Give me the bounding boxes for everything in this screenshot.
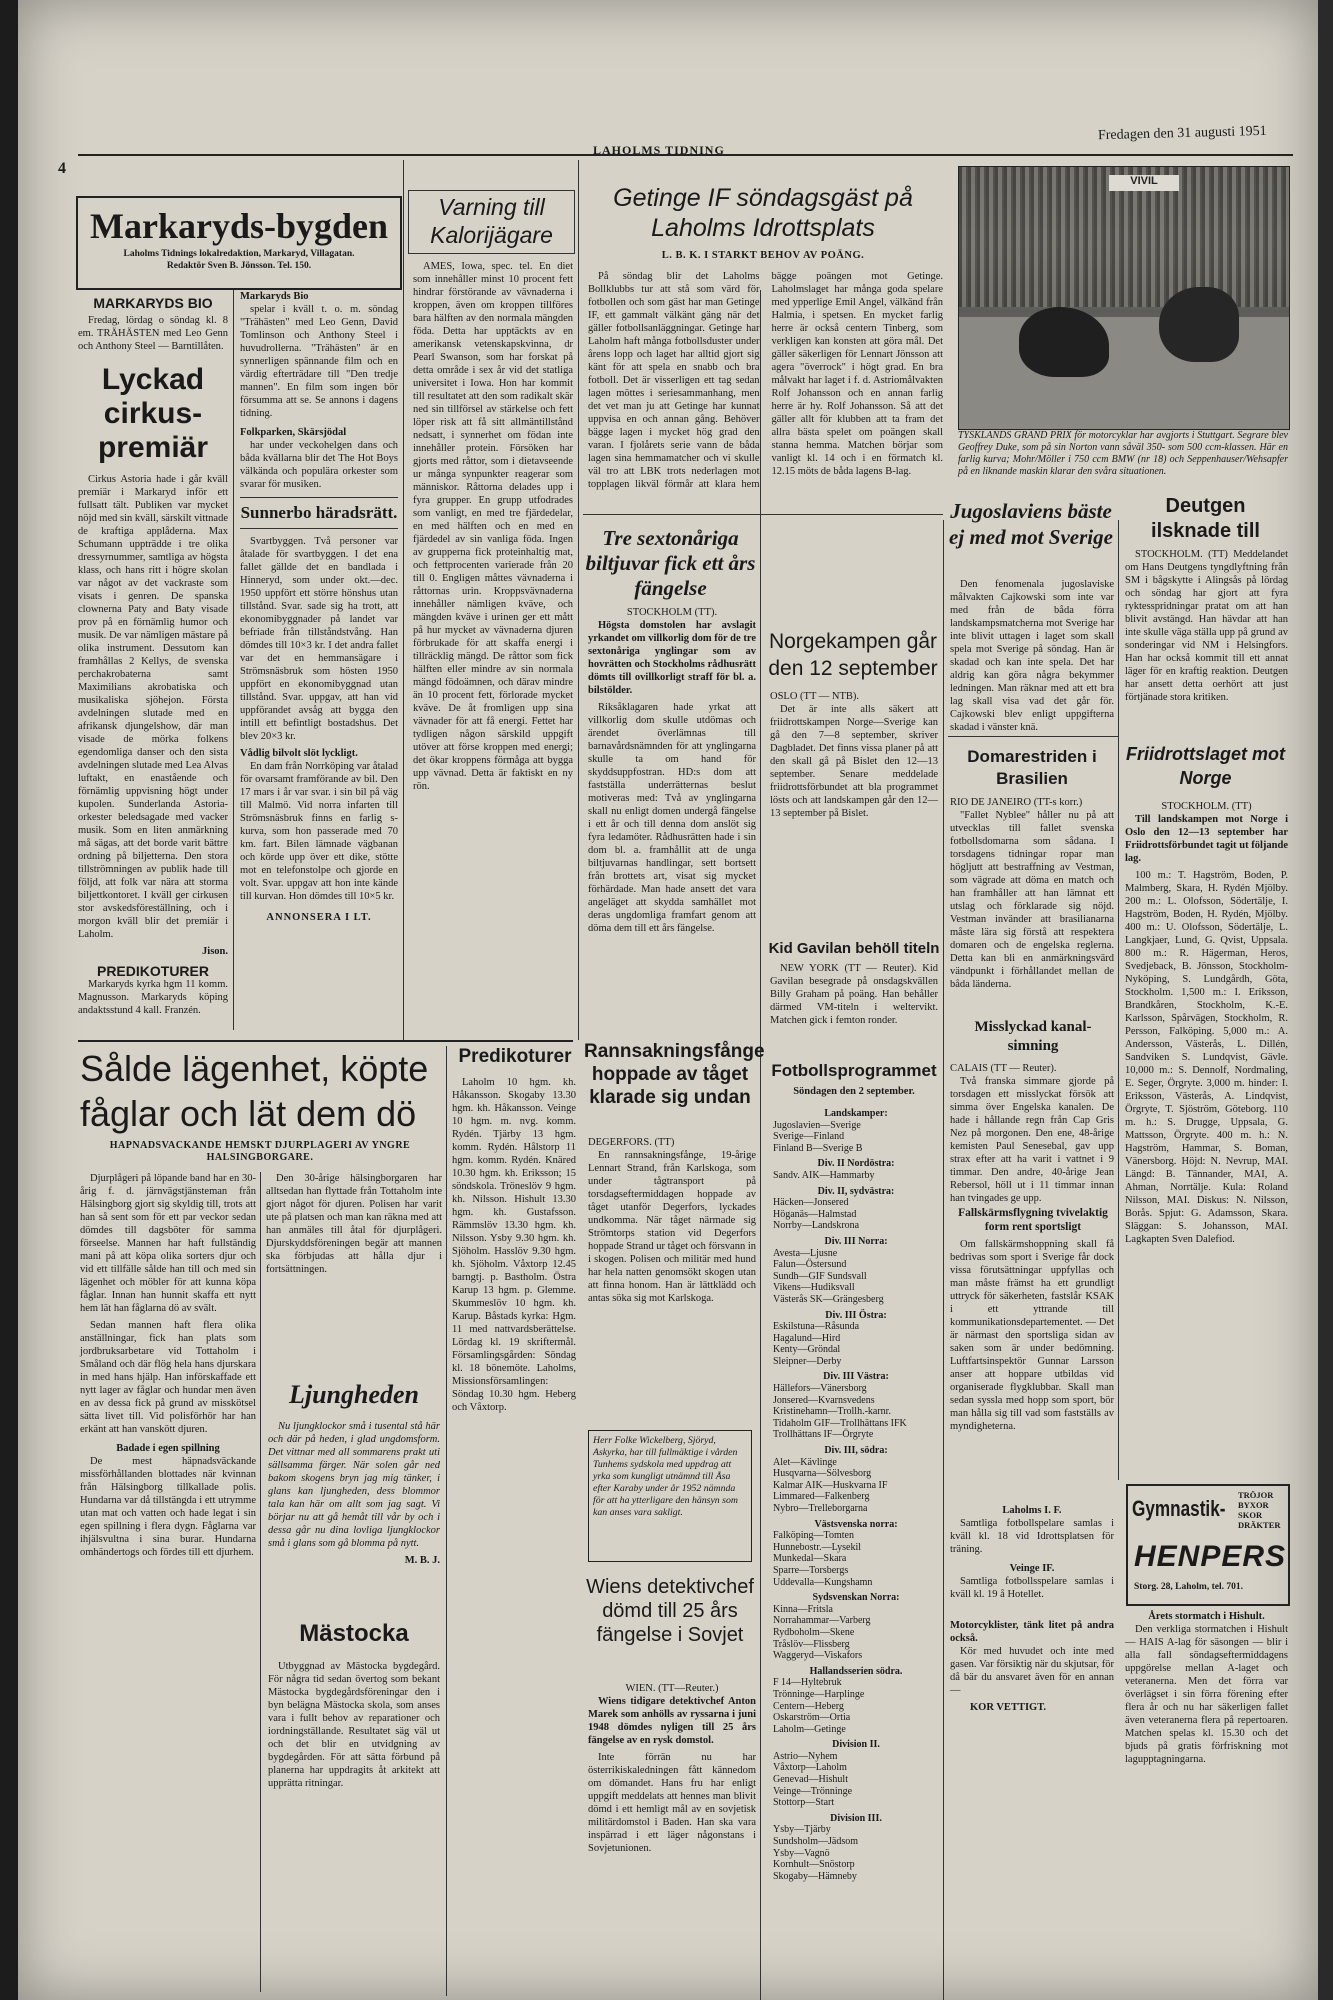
- fixture-group-heading: Div. III Västra:: [823, 1371, 889, 1383]
- friidrott-text: 100 m.: T. Hagström, Boden, P. Malmberg, Skara, H. Rydén Mjölby. 200 m.: L. Olofsson, Södertälje, I. Hagström, Boden, H. Rydén, Mjölby. 400 m.: U. Olofsson, Södertälje, L. Langkjaer, Lund, G. Qvist, Uppsala. 800 m.: R. Hägerman, Heros, Svedjeback, B. Jönsson, Stockholm-Nyköping, S. Lundgårdh, Göta, Stockholm. 1,500 m.: I. Eriksson, Brandkåren, Stockholm, K.-E. Karlsson, Spårvägen, Stockholm, R. Persson, Falköping. 5,000 m.: A. Andersson, Västerås, L. Dillén, Sandviken S. Lundqvist, Gävle. 10,000 m.: S. Dennolf, Nordmaling, E. Seger, Örgryte. 3,000 m. hinder: I. Eriksson, Västerås, A. Lindqvist, Örgryte, T. Sjöström, Göteborg. 110 m. h.: S. Drugge, Uppsala, G. Mattsson, Örgryte. 400 m. h.: N. Hagström, Hammar, S. Boman, Vänersborg. Höjd: N. Nevrup, MAI. Längd: B. Tännander, MAI, A. Ahman, Norrtälje. Kula: Roland Nilsson, MAI. Diskus: N. Nilsson, Borås. Spjut: G. Adamsson, Skara. Släggan: S. Johansson, MAI. Lagkapten Sven Dalefiod.: [1125, 870, 1288, 1245]
- fixture-line: Norrahammar—Varberg: [773, 1615, 871, 1627]
- laholms-if-text: Samtliga fotbollspelare samlas i kväll kl. 18 vid Idrottsplatsen för träning.: [950, 1518, 1114, 1555]
- tre-dateline: STOCKHOLM (TT).: [626, 607, 718, 618]
- predik-col-rule: [446, 1046, 447, 1996]
- fixture-line: Finland B—Sverige B: [773, 1142, 863, 1154]
- predik-title: Predikoturer: [458, 1046, 572, 1067]
- newspaper-page: [18, 0, 1318, 2000]
- fixture-line: Kristinehamn—Trollh.-karnr.: [773, 1406, 891, 1418]
- fixture-line: Tråslöv—Flissberg: [773, 1638, 850, 1650]
- bio2-text: spelar i kväll t. o. m. söndag "Trähästen" med Leo Genn, David Tomlinson och Anthony Steel i huvudrollerna. "Trähästen" är en synnerligen spännande film och en värdig efterträdare till "Den tredje mannen". En film som ingen bör försumma att se. Se annons i dagens tidning.: [240, 304, 398, 419]
- gymnastik-item-4: DRÄKTER: [1238, 1520, 1281, 1530]
- friidrott-body: [1125, 800, 1288, 1480]
- cirkus-text: Cirkus Astoria hade i går kväll premiär i Markaryd inför ett fullsatt tält. Publiken var mycket nöjd med sin kväll, särskilt vittnade de kraftiga applåderna. Max Schumann uppträdde i tre olika dressyrnummer, samtliga av högsta klass, och hans ritt i högre skolan var något av det vackraste som visats i genren. De spanska clownerna Paty and Baty visade prov på en förnämlig humor och musik. De var nämligen mästare på olika instrument. Dessutom kan framhållas 2 Kellys, de svenska perchakrobaterna samt Maximilians akrobatiska och musikaliska sjöhejon. Första avdelningen slutade med en afrikansk djungelshow, där man visade de mörka folkens egendomliga danser och den sista avdelningen slutade med Lea Alvas luftakt, en enastående och förnämlig uppvisning högt under kupolen. Sunderlanda Astoria-orkester beledsagade med vacker musik. Som en liten anmärkning må sägas, att det borde varit bättre ordning på biljetterna. Den stora tillströmningen av publik hade till följd, att folk var nära att storma biljettkontoret. I kväll ger cirkusen stor avskedsföreställning, och i morgon kväll blir det premiär i Laholm.: [78, 474, 228, 940]
- fixture-line: Stottorp—Start: [773, 1797, 835, 1809]
- salde-title: Sålde lägenhet, köpte fåglar och lät dem dö: [80, 1048, 429, 1134]
- col-rule-2: [578, 160, 579, 1040]
- salde-rule: [78, 1040, 573, 1042]
- predik-text: Laholm 10 hgm. kh. Håkansson. Skogaby 13.30 hgm. kh. Håkansson. Veinge 10 hgm. m. nvg. komm. Rydén. Tjärby 13 hgm. komm. Rydén. Hålstorp 11 hgm. komm. Rydén. Knäred 10.30 hgm. kh. Eriksson; 15 söndskola. Tröneslöv 9 hgm. kh. Nilsson. Hishult 13.30 hgm. kh. Gustafsson. Rämmslöv 13.30 hgm. kh. Nilsson. Ysby 9.30 hgm. kh. Sjöholm. Hasslöv 9.30 hgm. kh. Sjöholm. Våxtorp 12.45 barngtj. p. Bastholm. Östra Karup 13 hgm. p. Glemme. Skummeslöv 10 hgm. kh. Karup. Båstads kyrka: Hgm. 11 med nattvardsberättelse. Lördag kl. 19 skriftermål. Församlingsgården: Söndag kl. 18 bönemöte. Laholms, Missionsförsamlingen: Söndag 10.30 hgm. Heberg och Våxtorp.: [452, 1077, 576, 1413]
- gavilan-title: Kid Gavilan behöll titeln: [768, 940, 940, 957]
- varning-body: [413, 260, 573, 1025]
- fixture-line: Sverige—Finland: [773, 1131, 845, 1143]
- fotboll-list: [773, 1104, 939, 1882]
- photo-motorcycle-2: [1159, 287, 1239, 362]
- fixture-line: Sleipner—Derby: [773, 1355, 842, 1367]
- fixture-line: F 14—Hyltebruk: [773, 1677, 842, 1689]
- wiens-body: [588, 1682, 756, 1982]
- domare-rule: [948, 736, 1118, 737]
- getinge-body: [588, 270, 943, 510]
- friidrott-dateline: STOCKHOLM. (TT): [1161, 801, 1252, 812]
- friidrott-title: Friidrottslaget mot Norge: [1125, 744, 1285, 788]
- markaryd-masthead: [76, 196, 402, 290]
- fixture-line: Kornhult—Snöstorp: [773, 1859, 855, 1871]
- getinge-sub: L. B. K. I STARKT BEHOV AV POÄNG.: [661, 250, 865, 261]
- col-markaryd-left: [78, 296, 228, 1026]
- col-rule-5: [1118, 520, 1119, 1480]
- domare-title: Domarestriden i Brasilien: [967, 747, 1097, 788]
- fixture-line: Jonsered—Kvarnsvedens: [773, 1394, 875, 1406]
- folkparken-text: har under veckohelgen dans och båda kvällarna blir det The Hot Boys välkända och populära orkester som svarar för musiken.: [240, 440, 398, 490]
- norge-text: Det är inte alls säkert att friidrottskampen Norge—Sverige kan gå den 7—8 september, skriver Dagbladet. Det finns vissa planer på att den skall gå på Bislet den 12—13 september. Senare meddelade friidrottsförbundet att bla programmet lösts och att landskampen går den 12—13 september på Bislet.: [770, 704, 938, 819]
- folkparken-heading: Folkparken, Skärsjödal: [240, 427, 347, 438]
- norge-dateline: OSLO (TT — NTB).: [770, 691, 860, 702]
- wiens-text: Inte förrän nu har österrikiskaledningen fått kännedom om dömandet. Hans fru har enligt uppgift meddelats att hennes man blivit dömd i ett hemligt mål av en sovjetisk militärdomstol i Baden. Han ska vara inspärrad i ett läger någonstans i Sovjetunionen.: [588, 1752, 756, 1854]
- fixture-line: Trollhättans IF—Örgryte: [773, 1429, 874, 1441]
- fixture-group-heading: Västsvenska norra:: [814, 1518, 898, 1530]
- gavilan-text: NEW YORK (TT — Reuter). Kid Gavilan besegrade på onsdagskvällen Billy Graham på poäng. Han behåller därmed VM-titeln i weltervikt. Matchen gick i femton ronder.: [770, 963, 938, 1026]
- header-rule: [78, 154, 1293, 156]
- fixture-group-heading: Division II.: [832, 1739, 880, 1751]
- ljungheden-title: Ljungheden: [288, 1380, 420, 1409]
- badade-text: De mest häpnadsväckande missförhållanden blottades när kvinnan från Hälsingborg tillkallade polis. Hundarna var då tillstängda i ett utrymme utan mat och vatten och hade legat i sin egen spillning i flera dygn. Fåglarna var ihjälsvultna i sina burar. Hundarna omhändertogs och fördes till ett djurhem.: [80, 1456, 256, 1558]
- paper-name: LAHOLMS TIDNING: [593, 143, 725, 157]
- salde-text-1: Djurplågeri på löpande band har en 30-årig f. d. järnvägstjänsteman från Hälsingborg gjort sig skyldig till, trots att han så sent som för ett par veckor sedan dömdes till dagsböter för samma förseelse. Mannen har haft fullständig mani på att köpa olika sorters djur och vid ett tillfälle sålde han till och med sin lägenhet och möbler för att kunna köpa fåglar. Innan han hunnit skaffa ett nytt hem lät han fåglarna dö av svält.: [80, 1173, 256, 1314]
- fixture-line: Uddevalla—Kungshamn: [773, 1576, 873, 1588]
- ljungheden-poem: [268, 1420, 440, 1600]
- rann-notice: [588, 1430, 752, 1562]
- henpers-address: Storg. 28, Laholm, tel. 701.: [1134, 1582, 1243, 1592]
- fixture-line: Kenty—Gröndal: [773, 1344, 841, 1356]
- vadlig-heading: Vådlig bilvolt slöt lyckligt.: [240, 748, 358, 759]
- markaryd-title: Markaryds-bygden: [89, 206, 389, 246]
- wiens-dateline: WIEN. (TT—Reuter.): [625, 1683, 719, 1694]
- tre-text: Riksåklagaren hade yrkat att villkorlig dom skulle utdömas och ärendet överlämnas till barnavårdsnämnden för att ynglingarna skulle ta om hand för skyddsuppfostran. HD:s dom att fastställa underrätternas beslut motiveras med: Två av ynglingarna skall nu enligt domen undergå fängelse i ett år och till denna dom anslöt sig fyra ledamöter. Rådhusrätten hade i sin dom bl. a. framhållit att de unga biltjuvarnas handlingar, sett bortsett från brottets art, visat sig mycket förhärdade. Man hade ansett det vara angeläget att skydda samhället mot deras ungdomliga framfart genom att döma dem till ett års fängelse.: [588, 702, 756, 934]
- jugo-title: Jugoslaviens bäste ej med mot Sverige: [949, 499, 1113, 549]
- fotboll-title: Fotbollsprogrammet: [771, 1061, 937, 1080]
- gymnastik-ad: [1126, 1484, 1290, 1606]
- gymnastik-item-2: BYXOR: [1238, 1500, 1269, 1510]
- mastocka-title: Mästocka: [299, 1620, 409, 1647]
- fixture-line: Sundh—GIF Sundsvall: [773, 1270, 867, 1282]
- norge-body: [770, 690, 938, 930]
- cirkus-title: Lyckad cirkus-premiär: [97, 363, 209, 464]
- henpers-logo: HENPERS: [1134, 1540, 1287, 1573]
- fixture-line: Astrio—Nyhem: [773, 1750, 838, 1762]
- stormatch-body: [1125, 1610, 1288, 1930]
- photo-track: [959, 317, 1289, 429]
- markaryd-sub1: Laholms Tidnings lokalredaktion, Markaryd, Villagatan.: [123, 249, 355, 259]
- salde-col1: [80, 1172, 256, 1992]
- domare-body: [950, 796, 1114, 1006]
- tre-body: [588, 606, 756, 1026]
- fixture-line: Hunnebostr.—Lysekil: [773, 1541, 862, 1553]
- getinge-text: På söndag blir det Laholms Bollklubbs tur att stå som värd för fotbollen och som gäst har man Getinge IF, ett gammalt välkänt gäng när det gäller fotbollsanläggningar. Getinge har Laholm haft många fotbollsduster under årens lopp och laget har alltid gjort sig känt för att spela en snabb och bra fotboll. Det är visserligen ett tag sedan lagen möttes i seriesammanhang, men det vet man ju att Getinge har kunnat uppvisa en och annan gång. Behöver bägge lagen i mycket hög grad den varan. I fjolårets serie vann de båda lagen sina hemmamatcher och vi skulle väl tro att LBK trots nederlagen mot topplagen likväl förmår att klara hem bägge poängen mot Getinge. Laholmslaget har många goda spelare med ypperlige Emil Angel, välkänd från Halmia, i spetsen. En mycket farlig herre är också centern Tinberg, som verkligen kan konsten att göra mål. Det gäller säkerligen för Lennart Jönsson att agera "överrock" i högt grad. En bra målvakt har laget i f. d. Astriomålvakten Rolf Johansson och en annan farlig herre är hy. Rolf Johansson. Så att det gäller allt för klubben att ta fram det allra bästa spelet om poängen skall stanna hemma. Matchen börjar som vanligt kl. 14 och i en förmatch kl. 12.15 möts de båda lagens B-lag.: [588, 271, 943, 490]
- varning-box: [408, 190, 575, 254]
- fixture-line: Nybro—Trelleborgarna: [773, 1503, 868, 1514]
- fixture-group-heading: Div. III Norra:: [824, 1235, 888, 1247]
- mastocka-body: [268, 1660, 440, 1990]
- fixture-group-heading: Hallandsserien södra.: [809, 1665, 903, 1677]
- fixture-line: Laholm—Getinge: [773, 1723, 846, 1735]
- col-rule-6: [233, 290, 234, 1030]
- fixture-group-heading: Landskamper:: [824, 1108, 888, 1119]
- col-rule-4: [943, 520, 944, 2000]
- fixture-line: Västerås SK—Grängesberg: [773, 1293, 884, 1305]
- fixture-line: Munkedal—Skara: [773, 1553, 847, 1565]
- kanal-text: Två franska simmare gjorde på torsdagen ett misslyckat försök att simma över Engelska kanalen. De hade i hållande regn från Cap Gris Nez på morgonen. Den ene, 48-årige kemisten Paul Senesebal, gav upp strax efter att ha varit i vattnet i 9 timmar. Den andre, 40-årige Jean Rebersol, höll ut i 11 timmar innan han tvingades ge upp.: [950, 1076, 1114, 1204]
- stormatch-text: Den verkliga stormatchen i Hishult — HAIS A-lag för säsongen — blir i alla fall söndagseftermiddagens uppgörelse mellan A-laget och veteranerna. Men det förra var överlägset i sin förra förening efter flera år och nu har säkerligen fallet även veteranerna flera på repertoaren. Matchen spelas kl. 15.30 och det bjuds på gratis förfriskning mot lagupptagningarna.: [1125, 1624, 1288, 1765]
- deutgen-title: Deutgen ilsknade till: [1151, 495, 1260, 542]
- bio-text: Fredag, lördag o söndag kl. 8 em. TRÄHÄSTEN med Leo Genn och Anthony Steel — Barntillåten.: [78, 315, 228, 352]
- predikoturer-markaryd-heading: PREDIKOTURER: [96, 963, 209, 979]
- vadlig-text: En dam från Norrköping var åtalad för ovarsamt framförande av bil. Den 17 mars i år var svar. i sin bil på väg till Malmö. Vid norra infarten till Strömsnäsbruk finns en farlig s-kurva, som hon passerade med 70 km. fart. Bilen lämnade vägbanan och körde upp över ett dike, stötte mot en telefonstolpe och gjorde en volt. Svar. uppgav att hon inte kände till kurvan. Hon dömdes till 10×5 kr.: [240, 761, 398, 902]
- fixture-line: Våxtorp—Laholm: [773, 1762, 847, 1774]
- fixture-line: Limmared—Falkenberg: [773, 1491, 870, 1503]
- bio-heading: MARKARYDS BIO: [93, 295, 213, 311]
- rann-title: Rannsakningsfånge hoppade av tåget klarade sig undan: [584, 1041, 765, 1108]
- salde-text-2: Sedan mannen haft flera olika anställningar, fick han plats som jordbruksarbetare vid Tottaholm i Småland och där flög hela hans djurskara in med hans hjälp. Han införskaffade ett nytt lager av fåglar och hundar men även en av dessa fick på grund av misskötsel sätta livet till. Vid polisförhör har han erkänt att han vanskött djuren.: [80, 1320, 256, 1435]
- fixture-line: Centern—Heberg: [773, 1700, 844, 1712]
- varning-text: AMES, Iowa, spec. tel. En diet som innehåller minst 10 procent fett hindrar förstörande av vävnaderna i kroppen, även om kroppen tillföres bara hälften av den normala mängden föda. Detta har upptäckts av en amerikansk vetenskapskvinna, dr Pearl Swanson, som har forskat på detta område i sex år vid det statliga universitet i Iowa. Hon har kommit till resultatet att den som radikalt skär ned sin tillförsel av stärkelse och fett löper risk att få sitt allmäntillstånd nedsatt, i synnerhet om födan inte innehåller protein. Försöken har gjorts med råttor, som i dietavseende ur många synpunkter reagerar som människor. Råttorna delades upp i fyra grupper. En grupp utfodrades som vanligt, en med tre fjärdedelar, en med hälften och en med en fjärdedel av sin vanliga föda. Ingen av grupperna fick proteinhaltig mat, och fettprocenten varierade från 20 till 0. Engligen måttes vävnaderna i råttornas urin. Kroppsvävnaderna innehåller nämligen kväve, och mängden kväve i urinen ger ett mått på hur mycket av vävnaderna djuren förbrukade för att skaffa energi i tillräcklig mängd. De råttor som fick hälften eller mindre av sin normala mängd födoämnen, och därav mindre än 10 procent fett, förlorade mycket kväve. De åt fromligen upp sina vävnader för att få energi. Fettet har tydligen någon särskild uppgift utöver att förse kroppen med energi; det ökar kroppens förmåga att bygga upp vävnad. Detta är faktiskt en ny rön.: [413, 261, 573, 792]
- fixture-line: Trönninge—Harplinge: [773, 1688, 865, 1700]
- sunnerbo-text: Svartbyggen. Två personer var åtalade för svartbyggen. I det ena fallet gällde det en bandlada i Hinneryd, som under okt.—dec. 1950 uppfört ett större hönshus utan tillstånd. Svar. sade sig ha trott, att ekonomibyggnader på landet var befriade från tillståndstvång. Han dömdes till 10×3 kr. I det andra fallet var det en hemmansägare i Strömsnäsbruk som hösten 1950 uppfört en ekonomibyggnad utan tillstånd. Svar. uppgav, att han vid uppförandet avsåg att bygga den intill ett befintligt bostadshus. Det blev 20×3 kr.: [240, 536, 398, 742]
- deutgen-body: [1125, 548, 1288, 730]
- varning-title: Varning till Kalorijägare: [430, 194, 553, 248]
- fallskarm-title: Fallskärmsflygning tvivelaktig form rent sportsligt: [958, 1207, 1108, 1233]
- veinge-text: Samtliga fotbollsspelare samlas i kväll kl. 19 å Hotellet.: [950, 1576, 1114, 1600]
- fixture-line: Avesta—Ljusne: [773, 1247, 838, 1259]
- domare-dateline: RIO DE JANEIRO (TT-s korr.): [950, 797, 1083, 808]
- markaryd-sub2: Redaktör Sven B. Jönsson. Tel. 150.: [166, 261, 312, 271]
- motorcyklister-text: Kör med huvudet och inte med gasen. Var försiktig när du skjutsar, för då bär du ansvaret även för en annan —: [950, 1646, 1114, 1696]
- page-number: 4: [58, 160, 66, 177]
- rann-dateline: DEGERFORS. (TT): [588, 1137, 675, 1148]
- badade-heading: Badade i egen spillning: [116, 1443, 220, 1454]
- motorcyklister-heading: Motorcyklister, tänk litet på andra också.: [950, 1620, 1114, 1644]
- issue-date: Fredagen den 31 augusti 1951: [1097, 123, 1267, 144]
- fixture-line: Hällefors—Vänersborg: [773, 1383, 867, 1395]
- kanal-body: [950, 1062, 1114, 1202]
- fixture-group-heading: Division III.: [830, 1812, 882, 1824]
- fixture-line: Tidaholm GIF—Trollhättans IFK: [773, 1417, 907, 1429]
- gymnastik-big: Gymnastik-: [1132, 1496, 1226, 1521]
- photo-sign: VIVIL: [1109, 175, 1179, 191]
- fixture-group-heading: Div. II Nordöstra:: [817, 1158, 895, 1170]
- bio2-heading: Markaryds Bio: [240, 291, 309, 302]
- fixture-line: Sparre—Torsbergs: [773, 1564, 849, 1576]
- domare-text: "Fallet Nyblee" håller nu på att utvecklas till fallet svenska fotbollsdomarna som sådana. I torsdagens tidningar ropar man högljutt att bestraffning av Vestman, som vägrade att döma en match och han framhåller att han lämnat ett utslag och förklarade sig nöjd. Vestman invänder att brasilianarna måste lära sig förstå att respektera domaren och de engelska reglerna. Detta kan bli en anmärkningsvärd vändpunkt i förhållandet mellan de båda länderna.: [950, 810, 1114, 990]
- ljungheden-sign: M. B. J.: [404, 1555, 440, 1566]
- fixture-line: Ysby—Tjärby: [773, 1824, 831, 1836]
- fixture-line: Husqvarna—Sölvesborg: [773, 1468, 872, 1480]
- tre-title: Tre sextonåriga biltjuvar fick ett års fängelse: [585, 526, 756, 600]
- fixture-line: Kalmar AIK—Huskvarna IF: [773, 1479, 888, 1491]
- wiens-title: Wiens detektivchef dömd till 25 års fängelse i Sovjet: [586, 1576, 754, 1646]
- motorcycle-photo: [958, 166, 1290, 430]
- fixture-line: Ysby—Vagnö: [773, 1847, 830, 1859]
- annonsera-text: ANNONSERA I LT.: [266, 912, 372, 923]
- deutgen-text: STOCKHOLM. (TT) Meddelandet om Hans Deutgens tyngdlyftning från SM i bågskytte i Alingsås på lördag och söndag har gjort att fyra ryktesspridningar pratat om att han blivit avstängd. Han hävdar att han inte skulle väga ställa upp på grund av sonderingar vid NM i Helsingfors. Han har också kommit till ett annat läger för en kraftig reaktion. Deutgen har ansett detta oerhört att just förtjänade stora kritiken.: [1125, 549, 1288, 703]
- fixture-line: Hagalund—Hird: [773, 1332, 841, 1344]
- rann-notice-text: Herr Folke Wickelberg, Sjöryd, Askyrka, har till fullmäktige i vården Tunhems sydskola med uppdrag att yrka som kungligt utnämnd till Åsa efter Karaby under år 1952 nämnda för att ha ytterligare den hänsyn som kan anses vara sakligt.: [593, 1435, 738, 1518]
- photo-caption-text: TYSKLANDS GRAND PRIX för motorcyklar har avgjorts i Stuttgart. Segrare blev Geoffrey Duke, som på sin Norton vann såväl 350- som 500 ccm-klassen. Här en farlig kurva; Mohr/Möller i 750 ccm BMW (nr 18) och Seppenhauser/Wehsapfer på en liknande maskin klarar den svåra situationen.: [958, 430, 1288, 477]
- gymnastik-item-1: TRÖJOR: [1238, 1490, 1274, 1500]
- rann-body: [588, 1136, 756, 1426]
- fixture-line: Sundsholm—Jädsom: [773, 1836, 859, 1848]
- predikoturer-markaryd-text: Markaryds kyrka hgm 11 komm. Magnusson. Markaryds köping andaktsstund 4 kall. Franzén.: [78, 979, 228, 1016]
- fallskarm-body: [950, 1238, 1114, 1500]
- fixture-line: Genevad—Hishult: [773, 1774, 848, 1786]
- photo-caption: [958, 430, 1288, 486]
- gymnastik-item-3: SKOR: [1238, 1510, 1263, 1520]
- fixture-line: Oskarström—Ortia: [773, 1712, 851, 1724]
- sunnerbo-title: Sunnerbo häradsrätt.: [240, 497, 398, 529]
- fixture-line: Kinna—Fritsla: [773, 1603, 833, 1615]
- fixture-group-heading: Div. III, södra:: [824, 1445, 888, 1457]
- laholms-if-heading: Laholms I. F.: [1002, 1505, 1062, 1516]
- mastocka-text: Utbyggnad av Mästocka bygdegård. För några tid sedan övertog som bekant Mästocka bygdegårdsföreningar den i byn belägna Mästocka skola, som anses vara i fullt behov av reparationer och iordningställande. Resultatet säg väl ut och det blir en utvidgning av bygdegården. För att sätta förbund på planerna har uppdragits åt arkitekt att upprätta ritningar.: [268, 1661, 440, 1789]
- scan-edge: [0, 0, 18, 2000]
- fixture-line: Veinge—Trönninge: [773, 1785, 853, 1797]
- motorcyklister-sign: KOR VETTIGT.: [970, 1702, 1047, 1713]
- salde-sub: HAPNADSVACKANDE HEMSKT DJURPLAGERI AV YNGRE HALSINGBORGARE.: [109, 1140, 411, 1163]
- ljungheden-text: Nu ljungklockor små i tusental stå här och där på heden, i glad ungdomsform. Det vittnar med all sommarens prakt uti sällsamma färger. När solen går ned bakom skogens bryn jag mig tänker, i glans kan ljungheden, dess blommor tala kan här om allt som jag sagt. Vi börjar nu att gå hemåt till vår by och i dessa går nu dina lovliga ljungklockor små i glans som gå blomma på nytt.: [268, 1421, 440, 1549]
- col-markaryd-right: [240, 290, 398, 1030]
- fixture-line: Eskilstuna—Råsunda: [773, 1321, 860, 1333]
- fixture-group-heading: Sydsvenskan Norra:: [812, 1592, 900, 1604]
- predik-body: [452, 1076, 576, 1991]
- salde-col2: [266, 1172, 442, 1372]
- fixture-line: Sandv. AIK—Hammarby: [773, 1169, 875, 1181]
- rann-text: En rannsakningsfånge, 19-årige Lennart Strand, från Karlskoga, som under tågtransport på torsdagseftermiddagen hoppade av tåget utanför Degerfors, lyckades undkomma. När tåget närmade sig Strömtorps station vid Degerfors hoppade Strand ur tåget och försvann in i skogen. Polisen och militär med hund har hela natten genomsökt skogen utan att finna honom. Han är lättklädd och antas söka sig mot Karlskoga.: [588, 1150, 756, 1304]
- salde-col-rule: [260, 1172, 261, 1992]
- getinge-title: Getinge IF söndagsgäst på Laholms Idrottsplats: [613, 184, 913, 242]
- fixture-line: Skogaby—Hämneby: [773, 1870, 857, 1882]
- fotboll-sub: Söndagen den 2 september.: [793, 1086, 915, 1097]
- fixture-group-heading: Div. III Östra:: [825, 1309, 887, 1321]
- veinge-heading: Veinge IF.: [1009, 1563, 1055, 1574]
- fixture-line: Jugoslavien—Sverige: [773, 1119, 861, 1131]
- fixture-line: Falköping—Tomten: [773, 1530, 854, 1542]
- fixture-line: Norrby—Landskrona: [773, 1220, 860, 1232]
- fallskarm-text: Om fallskärmshoppning skall få bedrivas som sport i Sverige får dock vissa förutsättningar uppfyllas och man måste främst ha ett grundligt uttryck för säkerheten, fastslår KSAK i ett yttrande till kommunikationsdepartementet. — Det är närmast den sportsliga sidan av saken som är under bedömning. Luftfartsinspektör Gunnar Larsson anser att hoppare utbildas vid organiserade flygklubbar. Skall man sedan syssla med hopp som sport, bör man hålla sig till vad som fastställs av myndigheterna.: [950, 1239, 1114, 1432]
- fixture-line: Waggeryd—Viskafors: [773, 1650, 863, 1662]
- norge-title: Norgekampen går den 12 september: [768, 630, 938, 680]
- fixture-line: Rydboholm—Skene: [773, 1626, 855, 1638]
- fixture-line: Falun—Östersund: [773, 1259, 847, 1271]
- kanal-title: Misslyckad kanal-simning: [974, 1019, 1092, 1054]
- jugo-text: Den fenomenala jugoslaviske målvakten Cajkowski som inte var med från de båda förra landskampsmatcherna mot Sverige har inte blivit uttagen i laget som skall spela mot Sverige på söndag. Han är skadad och kan inte spela. Det har aldrig kan göra några bekymmer ledningen. Man räknar med att ett bra lag skall visa vad det går för. Cajkowski blev enligt uppgifterna skadad i vänster knä.: [950, 579, 1114, 733]
- tre-lede: Högsta domstolen har avslagit yrkandet om villkorlig dom för de tre sextonåriga ynglingar som av hovrätten och Stockholms rådhusrätt dömts till ovillkorligt straff för bl. a. bilstölder.: [588, 620, 756, 696]
- col-rule-1: [403, 160, 404, 1040]
- kanal-dateline: CALAIS (TT — Reuter).: [950, 1063, 1057, 1074]
- fixture-line: Vikens—Hudiksvall: [773, 1282, 855, 1294]
- fixture-group-heading: Div. II, sydvästra:: [817, 1185, 895, 1197]
- friidrott-lede: Till landskampen mot Norge i Oslo den 12—13 september har Friidrottsförbundet tagit ut följande lag.: [1125, 814, 1288, 864]
- fixture-line: Höganäs—Halmstad: [773, 1208, 857, 1220]
- salde-text-3: Den 30-årige hälsingborgaren har alltsedan han flyttade från Tottaholm inte gjort något för djuren. Polisen har varit ute på platsen och man kan räkna med att han anmäles till åtal för djurplågeri. Djurskyddsföreningen begär att mannen ska förbjudas att hålla djur i fortsättningen.: [266, 1173, 442, 1275]
- wiens-lede: Wiens tidigare detektivchef Anton Marek som anhölls av ryssarna i juni 1948 dömdes nyligen till 25 års fängelse av en rysk domstol.: [588, 1696, 756, 1746]
- stormatch-heading: Årets stormatch i Hishult.: [1148, 1611, 1265, 1622]
- jugo-body: [950, 578, 1114, 733]
- getinge-rule: [583, 514, 943, 515]
- gavilan-body: [770, 962, 938, 1042]
- cirkus-sign: Jison.: [202, 946, 228, 957]
- fixture-line: Häcken—Jonsered: [773, 1197, 849, 1209]
- col-rule-3: [760, 290, 761, 2000]
- notices-col: [950, 1504, 1114, 1864]
- fixture-line: Alet—Kävlinge: [773, 1456, 837, 1468]
